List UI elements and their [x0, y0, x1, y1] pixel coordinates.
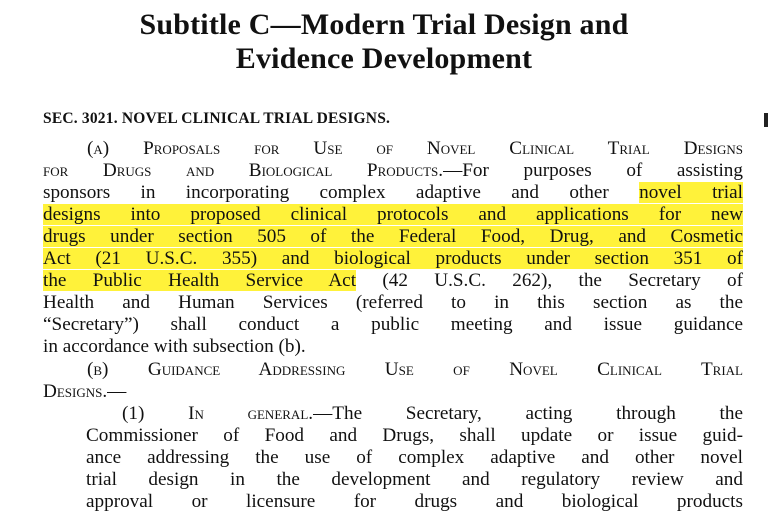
section-heading: SEC. 3021. NOVEL CLINICAL TRIAL DESIGNS. [43, 110, 391, 127]
page-edge-mark [764, 113, 768, 127]
paragraph-a [43, 138, 743, 358]
paragraph-b-1-line-3: ance addressing the use of complex adaptive and other novel [86, 447, 743, 468]
subtitle-line-1: Subtitle C—Modern Trial Design and [139, 8, 629, 41]
paragraph-a-line-6 [43, 248, 743, 270]
paragraph-a-line-3-text: sponsors in incorporating complex adaptive and other [43, 182, 640, 203]
highlighted-text: novel trial [639, 182, 743, 203]
paragraph-a-line-2 [43, 160, 743, 182]
highlighted-text: the Public Health Service Act [43, 270, 357, 291]
paragraph-a-line-9: “Secretary”) shall conduct a public meeting and issue guidance [43, 314, 743, 335]
paragraph-a-line-4 [43, 204, 743, 226]
paragraph-a-line-3 [43, 182, 743, 204]
paragraph-b-1-line-5: approval or licensure for drugs and biological products [86, 491, 743, 512]
paragraph-a-line-2-text: —For purposes of assisting [443, 160, 743, 181]
paragraph-a-line-7 [43, 270, 743, 292]
paragraph-b-line-2: Designs.— [43, 381, 127, 402]
highlighted-text: designs into proposed clinical protocols and applications for new [43, 204, 743, 225]
paragraph-b-line-1: (b) Guidance Addressing Use of Novel Clinical Trial [87, 359, 743, 380]
paragraph-b [43, 359, 743, 403]
paragraph-b-1-line-1-text: —The Secretary, acting through the [313, 403, 743, 424]
paragraph-a-heading-cont: for Drugs and Biological Products. [43, 160, 444, 181]
subtitle-heading [0, 8, 768, 76]
paragraph-a-line-1: (a) Proposals for Use of Novel Clinical Trial Designs [87, 138, 743, 159]
subtitle-line-2: Evidence Development [235, 42, 533, 75]
paragraph-a-line-8: Health and Human Services (referred to in this section as the [43, 292, 743, 313]
highlighted-text: drugs under section 505 of the Federal Food, Drug, and Cosmetic [43, 226, 743, 247]
paragraph-b-1-line-1 [43, 403, 743, 425]
paragraph-b-1-line-2: Commissioner of Food and Drugs, shall update or issue guid- [86, 425, 743, 446]
paragraph-a-line-5 [43, 226, 743, 248]
highlighted-text: Act (21 U.S.C. 355) and biological products under section 351 of [43, 248, 743, 269]
paragraph-a-line-10: in accordance with subsection (b). [43, 336, 306, 357]
paragraph-b-1 [43, 403, 743, 513]
paragraph-b-1-heading: (1) In general. [122, 403, 314, 424]
paragraph-b-1-line-4: trial design in the development and regulatory review and [86, 469, 743, 490]
paragraph-a-line-7-text: (42 U.S.C. 262), the Secretary of [356, 270, 743, 291]
